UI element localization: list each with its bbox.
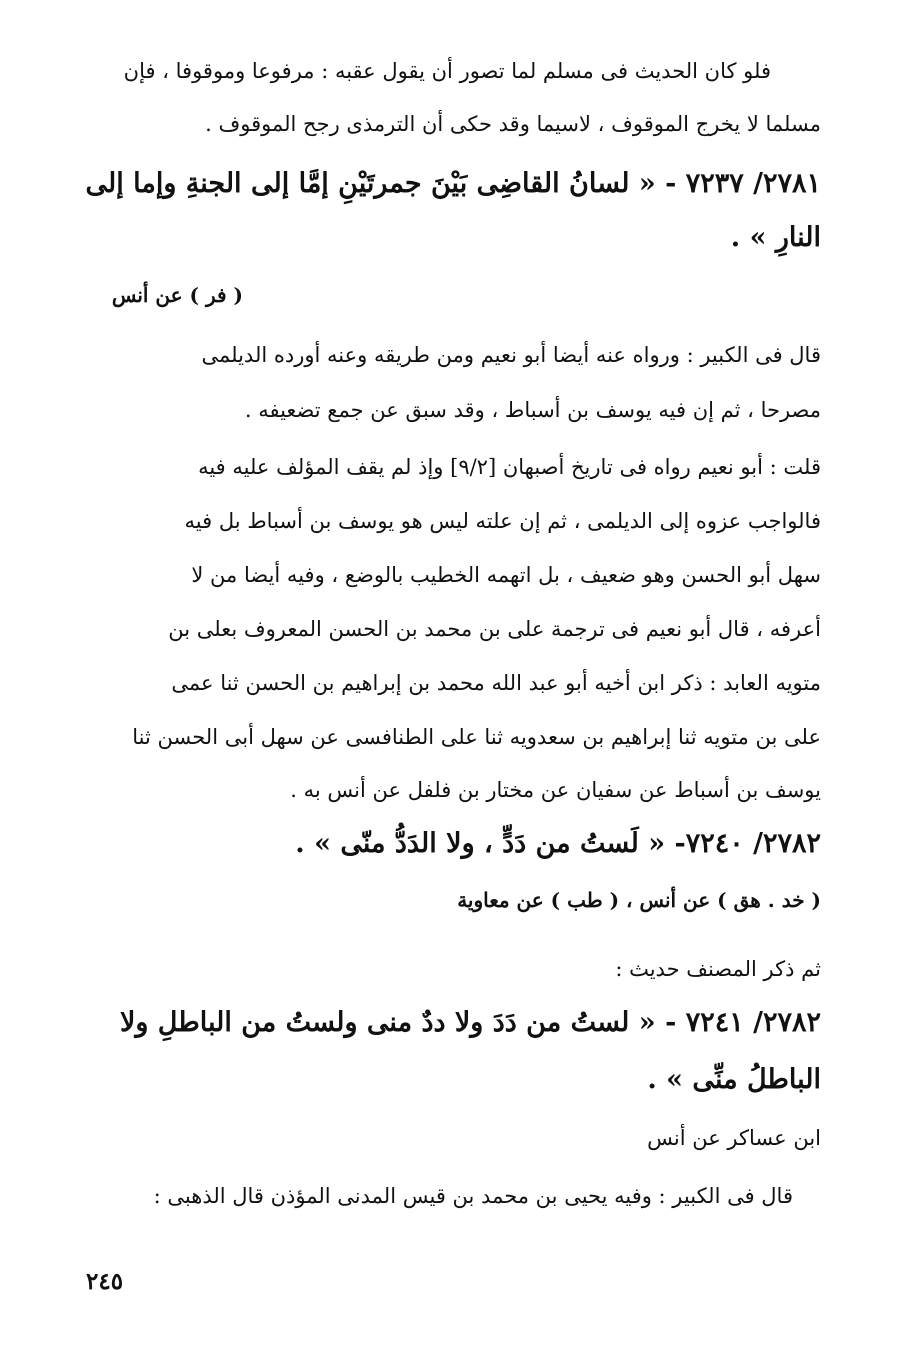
page-number: ٢٤٥ [86,1268,124,1295]
hadith-line: ٢٧٨١/ ٧٢٣٧ - « لسانُ القاضِى بَيْنَ جمرتَيْنِ إمَّا إلى الجنةِ وإما إلى [85,168,821,199]
text-line: ثم ذكر المصنف حديث : [615,957,821,981]
text-line: يوسف بن أسباط عن سفيان عن مختار بن فلفل عن أنس به . [290,778,821,802]
text-line: مسلما لا يخرج الموقوف ، لاسيما وقد حكى أن الترمذى رجح الموقوف . [205,112,821,136]
hadith-line: الباطلُ منِّى » . [647,1064,821,1095]
text-line: فالواجب عزوه إلى الديلمى ، ثم إن علته ليس هو يوسف بن أسباط بل فيه [184,509,821,533]
text-line: قال فى الكبير : وفيه يحيى بن محمد بن قيس المدنى المؤذن قال الذهبى : [153,1184,793,1208]
hadith-line: النارِ » . [730,222,821,253]
text-line: متويه العابد : ذكر ابن أخيه أبو عبد الله محمد بن إبراهيم بن الحسن ثنا عمى [171,671,821,695]
text-line: فلو كان الحديث فى مسلم لما تصور أن يقول عقبه : مرفوعا وموقوفا ، فإن [123,59,771,83]
hadith-line: ٢٧٨٢/ ٧٢٤١ - « لستُ من دَدَ ولا ددٌ منى ولستُ من الباطلِ ولا [119,1007,821,1038]
text-line: على بن متويه ثنا إبراهيم بن سعدويه ثنا على الطنافسى عن سهل أبى الحسن ثنا [132,725,821,749]
text-line: سهل أبو الحسن وهو ضعيف ، بل اتهمه الخطيب بالوضع ، وفيه أيضا من لا [191,563,821,587]
source-line: ( فر ) عن أنس [111,283,243,307]
hadith-line: ٢٧٨٢/ ٧٢٤٠- « لَستُ من دَدٍّ ، ولا الدَدُّ منّى » . [295,828,821,859]
source-line: ( خد . هق ) عن أنس ، ( طب ) عن معاوية [457,888,821,912]
source-line: ابن عساكر عن أنس [647,1126,821,1150]
text-line: أعرفه ، قال أبو نعيم فى ترجمة على بن محمد بن الحسن المعروف بعلى بن [168,617,821,641]
text-line: مصرحا ، ثم إن فيه يوسف بن أسباط ، وقد سبق عن جمع تضعيفه . [244,398,821,422]
text-line: قلت : أبو نعيم رواه فى تاريخ أصبهان [٩/٢] وإذ لم يقف المؤلف عليه فيه [198,455,821,479]
text-line: قال فى الكبير : ورواه عنه أيضا أبو نعيم ومن طريقه وعنه أورده الديلمى [201,343,821,367]
